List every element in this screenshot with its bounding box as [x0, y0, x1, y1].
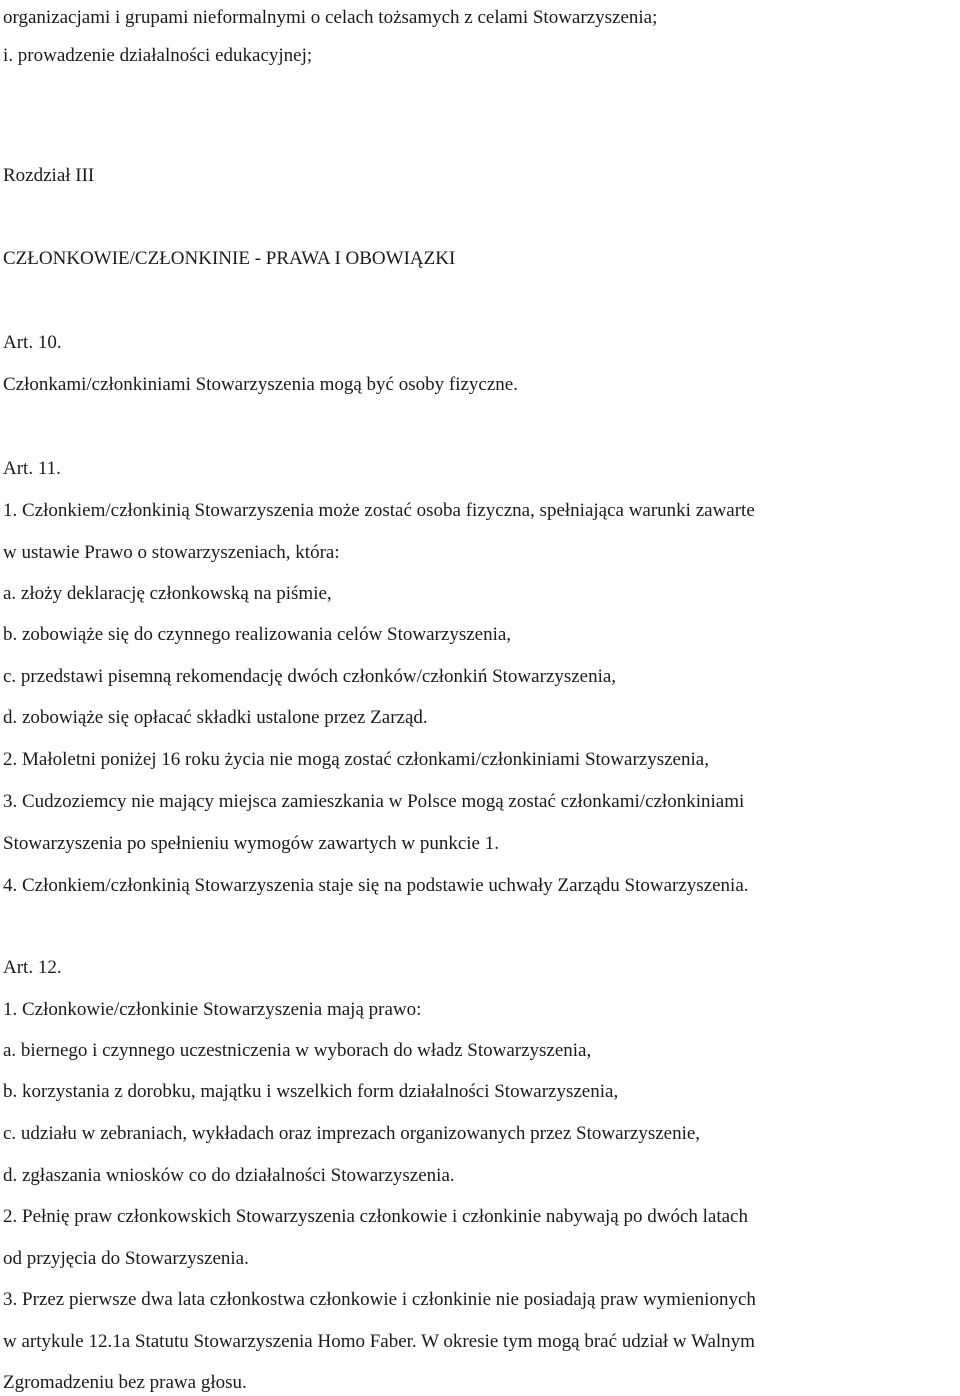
paragraph: Członkami/członkiniami Stowarzyszenia mogą być osoby fizyczne.	[3, 374, 518, 395]
paragraph-continuation: w ustawie Prawo o stowarzyszeniach, która:	[3, 542, 340, 563]
list-item: i. prowadzenie działalności edukacyjnej;	[3, 45, 313, 66]
list-item: a. biernego i czynnego uczestniczenia w wyborach do władz Stowarzyszenia,	[3, 1040, 592, 1061]
chapter-label: Rozdział III	[3, 165, 95, 186]
paragraph: 1. Członkowie/członkinie Stowarzyszenia mają prawo:	[3, 999, 422, 1020]
paragraph: 2. Pełnię praw członkowskich Stowarzyszenia członkowie i członkinie nabywają po dwóch latach	[3, 1206, 748, 1227]
article-heading: Art. 12.	[3, 957, 62, 978]
paragraph-continuation: od przyjęcia do Stowarzyszenia.	[3, 1248, 249, 1269]
list-item: c. przedstawi pisemną rekomendację dwóch członków/członkiń Stowarzyszenia,	[3, 666, 617, 687]
article-heading: Art. 11.	[3, 458, 61, 479]
article-heading: Art. 10.	[3, 332, 62, 353]
list-item: d. zobowiąże się opłacać składki ustalone przez Zarząd.	[3, 707, 428, 728]
paragraph: 4. Członkiem/członkinią Stowarzyszenia staje się na podstawie uchwały Zarządu Stowarzyszenia.	[3, 875, 749, 896]
paragraph: 1. Członkiem/członkinią Stowarzyszenia może zostać osoba fizyczna, spełniająca warunki zawarte	[3, 500, 755, 521]
chapter-title: CZŁONKOWIE/CZŁONKINIE - PRAWA I OBOWIĄZKI	[3, 248, 456, 269]
list-item: b. zobowiąże się do czynnego realizowania celów Stowarzyszenia,	[3, 624, 512, 645]
paragraph: 3. Cudzoziemcy nie mający miejsca zamieszkania w Polsce mogą zostać członkami/członkiniami	[3, 791, 745, 812]
paragraph: 3. Przez pierwsze dwa lata członkostwa członkowie i członkinie nie posiadają praw wymienionych	[3, 1289, 756, 1310]
paragraph-continuation: Stowarzyszenia po spełnieniu wymogów zawartych w punkcie 1.	[3, 833, 499, 854]
paragraph: 2. Małoletni poniżej 16 roku życia nie mogą zostać członkami/członkiniami Stowarzyszenia,	[3, 749, 709, 770]
list-item: a. złoży deklarację członkowską na piśmie,	[3, 583, 332, 604]
paragraph-continuation: w artykule 12.1a Statutu Stowarzyszenia Homo Faber. W okresie tym mogą brać udział w Walnym	[3, 1331, 755, 1352]
list-item: d. zgłaszania wniosków co do działalności Stowarzyszenia.	[3, 1165, 455, 1186]
list-item: c. udziału w zebraniach, wykładach oraz imprezach organizowanych przez Stowarzyszenie,	[3, 1123, 701, 1144]
text-line: organizacjami i grupami nieformalnymi o celach tożsamych z celami Stowarzyszenia;	[3, 7, 658, 28]
list-item: b. korzystania z dorobku, majątku i wszelkich form działalności Stowarzyszenia,	[3, 1081, 619, 1102]
paragraph-continuation: Zgromadzeniu bez prawa głosu.	[3, 1372, 247, 1393]
